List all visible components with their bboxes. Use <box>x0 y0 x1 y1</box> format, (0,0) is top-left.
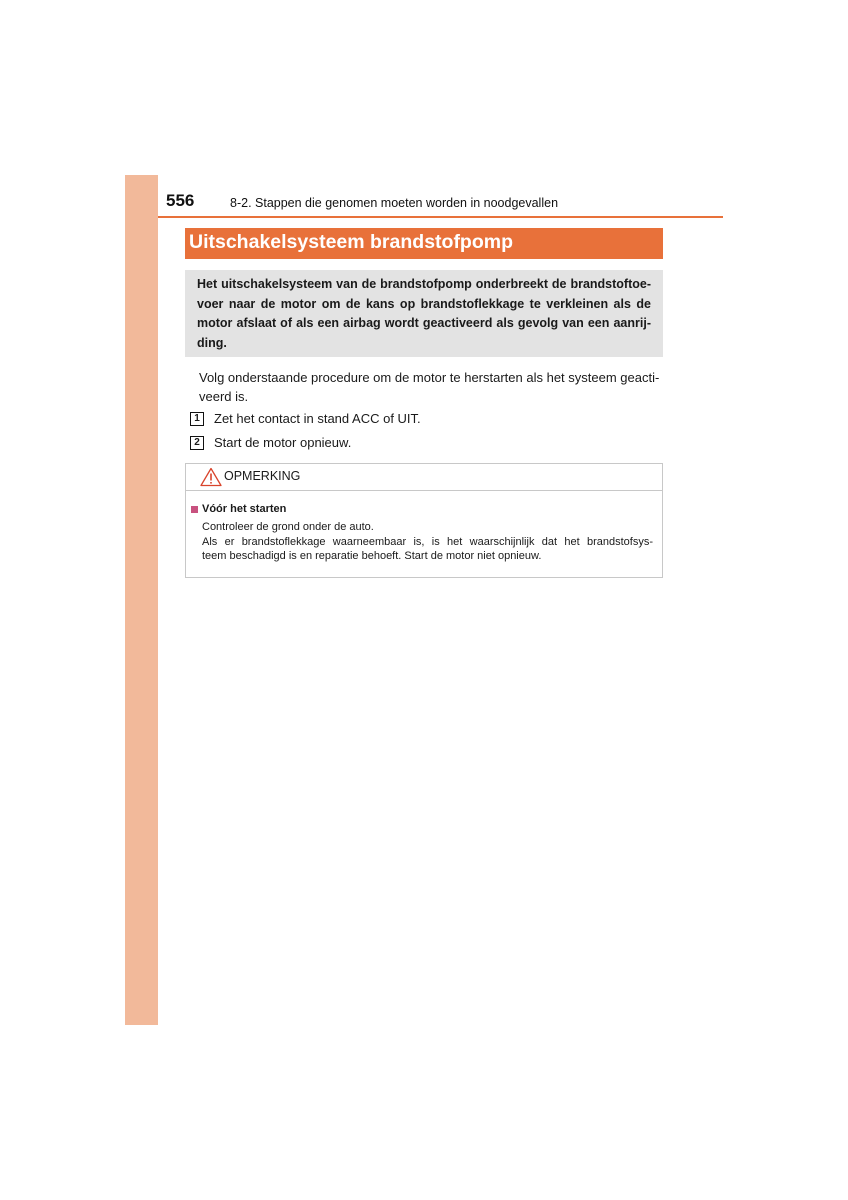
intro-paragraph <box>199 369 659 406</box>
step-number-badge: 2 <box>190 436 204 450</box>
notice-line: Als er brandstoflekkage waarneembaar is, is het waarschijnlijk dat het brandstofsys- <box>202 535 653 548</box>
summary-line: ding. <box>197 335 227 350</box>
summary-line: voer naar de motor om de kans op brandstoflekkage te verkleinen als de <box>197 296 651 311</box>
warning-triangle-icon <box>200 467 222 487</box>
header-rule <box>158 216 723 218</box>
notice-line: teem beschadigd is en reparatie behoeft. Start de motor niet opnieuw. <box>202 550 542 562</box>
intro-line: Volg onderstaande procedure om de motor te herstarten als het systeem geacti- <box>199 370 660 385</box>
notice-body <box>202 520 653 564</box>
square-bullet-icon <box>191 506 198 513</box>
step-1 <box>190 411 421 426</box>
intro-line: veerd is. <box>199 388 249 404</box>
running-header: 8-2. Stappen die genomen moeten worden in noodgevallen <box>230 196 559 210</box>
notice-item-heading <box>191 503 286 515</box>
summary-box <box>185 270 663 357</box>
section-title-bar <box>185 228 663 259</box>
notice-item-title: Vóór het starten <box>202 503 287 515</box>
step-text: Start de motor opnieuw. <box>214 435 352 450</box>
notice-title: OPMERKING <box>224 469 301 483</box>
summary-line: Het uitschakelsysteem van de brandstofpomp onderbreekt de brandstoftoe- <box>197 277 651 291</box>
page-number: 556 <box>166 191 195 210</box>
step-2 <box>190 435 351 450</box>
notice-header <box>186 464 662 491</box>
notice-box <box>185 463 663 578</box>
step-text: Zet het contact in stand ACC of UIT. <box>214 411 421 426</box>
notice-line: Controleer de grond onder de auto. <box>202 521 374 533</box>
side-tab <box>125 175 158 1025</box>
step-number-badge: 1 <box>190 412 204 426</box>
section-title: Uitschakelsysteem brandstofpomp <box>189 231 514 253</box>
summary-line: motor afslaat of als een airbag wordt geactiveerd als gevolg van een aanrij- <box>197 316 651 330</box>
